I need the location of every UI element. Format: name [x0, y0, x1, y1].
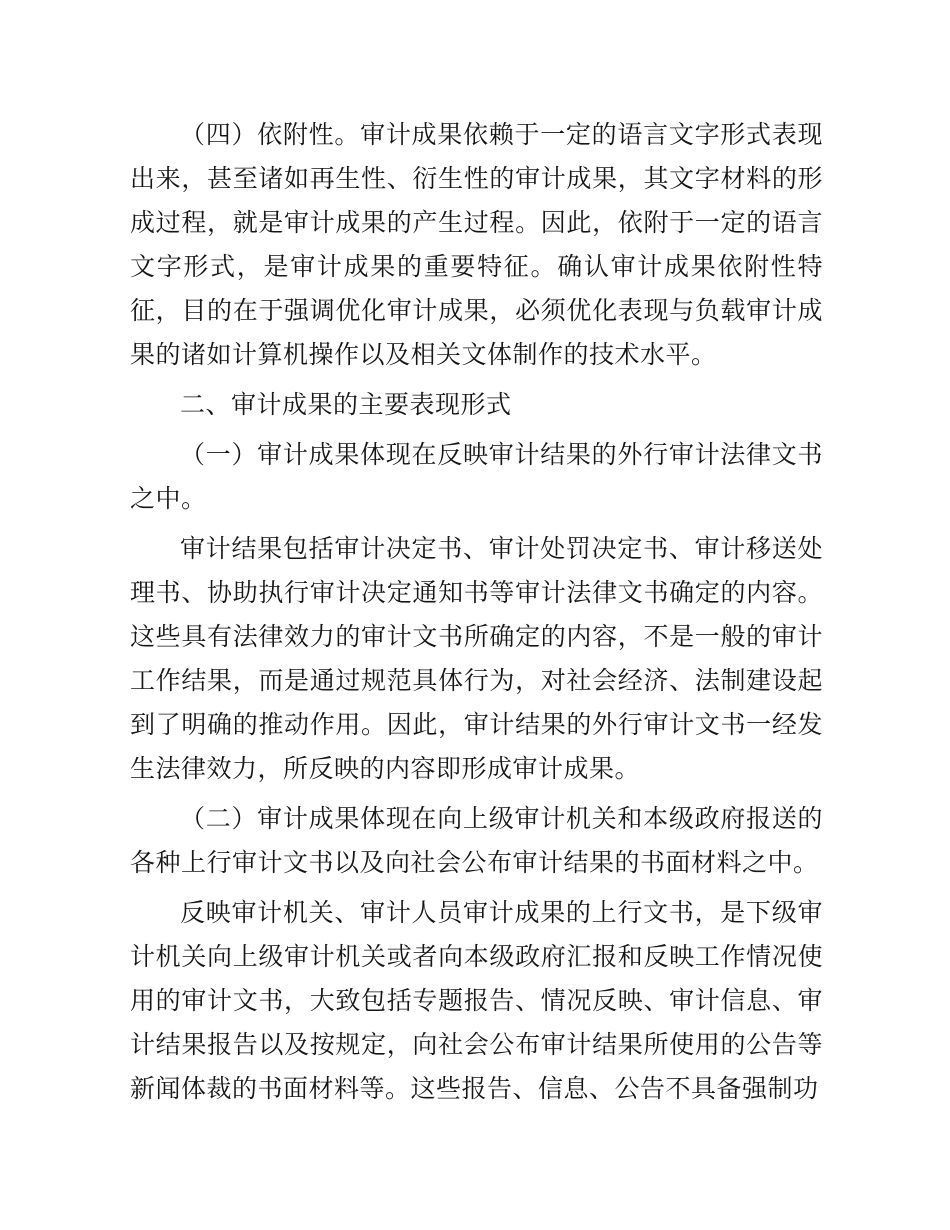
- paragraph-3: （一）审计成果体现在反映审计结果的外行审计法律文书之中。: [130, 442, 823, 513]
- paragraph-1: （四）依附性。审计成果依赖于一定的语言文字形式表现出来，甚至诸如再生性、衍生性的审计成果，其文字材料的形成过程，就是审计成果的产生过程。因此，依附于一定的语言文字形式，是审计成果的重要特征。确认审计成果依附性特征，目的在于强调优化审计成果，必须优化表现与负载审计成果的诸如计算机操作以及相关文体制作的技术水平。: [130, 122, 823, 369]
- paragraph-5: （二）审计成果体现在向上级审计机关和本级政府报送的各种上行审计文书以及向社会公布审计结果的书面材料之中。: [130, 806, 823, 877]
- document-body: [130, 114, 823, 1112]
- section-heading: 二、审计成果的主要表现形式: [180, 392, 512, 419]
- paragraph-4: 审计结果包括审计决定书、审计处罚决定书、审计移送处理书、协助执行审计决定通知书等审计法律文书确定的内容。这些具有法律效力的审计文书所确定的内容，不是一般的审计工作结果，而是通过规范具体行为，对社会经济、法制建设起到了明确的推动作用。因此，审计结果的外行审计文书一经发生法律效力，所反映的内容即形成审计成果。: [130, 536, 823, 783]
- paragraph-6: 反映审计机关、审计人员审计成果的上行文书，是下级审计机关向上级审计机关或者向本级政府汇报和反映工作情况使用的审计文书，大致包括专题报告、情况反映、审计信息、审计结果报告以及按规定，向社会公布审计结果所使用的公告等新闻体裁的书面材料等。这些报告、信息、公告不具备强制功: [130, 900, 823, 1103]
